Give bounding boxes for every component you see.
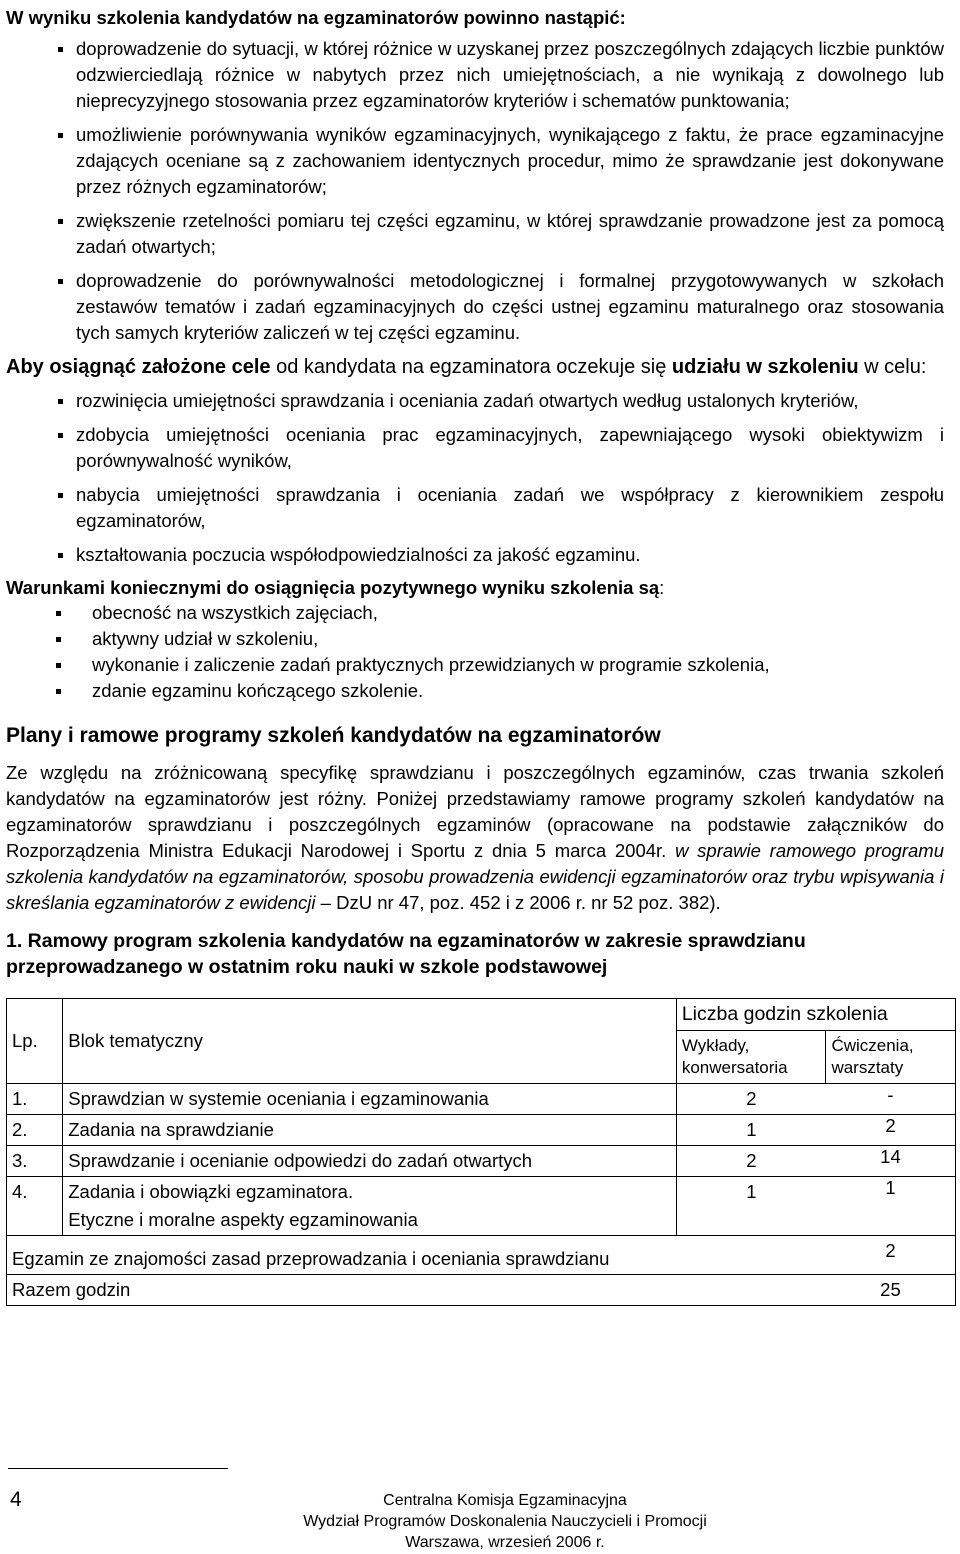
table-row bbox=[7, 1236, 956, 1275]
row-exercises: 1 bbox=[826, 1177, 956, 1236]
programs-paragraph: Ze względu na zróżnicowaną specyfikę sprawdzianu i poszczególnych egzaminów, czas trwania szkoleń kandydatów na egzaminatorów jest różny. Poniżej przedstawiamy ramowe programy szkoleń kandydatów na egzaminatorów sprawdzianu i poszczególnych egzaminów (opracowane na podstawie załączników do Rozporządzenia Ministra Edukacji Narodowej i Sportu z dnia 5 marca 2004r. w sprawie ramowego programu szkolenia kandydatów na egzaminatorów, sposobu prowadzenia ewidencji egzaminatorów oraz trybu wpisywania i skreślania egzaminatorów z ewidencji – DzU nr 47, poz. 452 i z 2006 r. nr 52 poz. 382). bbox=[6, 762, 944, 913]
row-topic: Sprawdzanie i ocenianie odpowiedzi do zadań otwartych bbox=[63, 1146, 677, 1177]
square-bullet-icon bbox=[58, 553, 63, 558]
header-block: Blok tematyczny bbox=[63, 999, 677, 1084]
table-header-row bbox=[7, 999, 956, 1031]
row-lectures: 1 bbox=[676, 1115, 826, 1146]
header-exercises: Ćwiczenia, warsztaty bbox=[826, 1031, 956, 1084]
table-row bbox=[7, 1177, 956, 1236]
row-lectures: 1 bbox=[676, 1177, 826, 1236]
footer-text: Centralna Komisja Egzaminacyjna Wydział Programów Doskonalenia Nauczycieli i Promocji Warszawa, wrzesień 2006 r. bbox=[303, 1492, 707, 1551]
square-bullet-icon bbox=[56, 663, 61, 668]
section-title: Plany i ramowe programy szkoleń kandydatów na egzaminatorów bbox=[6, 724, 661, 747]
list-item: nabycia umiejętności sprawdzania i oceniania zadań we współpracy z kierownikiem zespołu egzaminatorów, bbox=[6, 482, 944, 534]
row-lectures: 2 bbox=[676, 1084, 826, 1115]
header-lectures: Wykłady, konwersatoria bbox=[676, 1031, 826, 1084]
list-item: umożliwienie porównywania wyników egzaminacyjnych, wynikającego z faktu, że prace egzaminacyjne zdających oceniane są z zachowaniem identycznych procedur, mimo że sprawdzanie jest dokonywane przez różnych egzaminatorów; bbox=[6, 122, 944, 200]
table-row bbox=[7, 1275, 956, 1306]
list-item: obecność na wszystkich zajęciach, bbox=[6, 600, 944, 626]
row-exercises: 14 bbox=[826, 1146, 956, 1177]
table-row bbox=[7, 1146, 956, 1177]
list-item: doprowadzenie do sytuacji, w której różnice w uzyskanej przez poszczególnych zdających liczbie punktów odzwierciedlają różnice w nabytych przez nich umiejętnościach, a nie wynikają z dowolnego lub nieprecyzyjnego stosowania przez egzaminatorów kryteriów i schematów punktowania; bbox=[6, 36, 944, 114]
list-item: zdanie egzaminu kończącego szkolenie. bbox=[6, 678, 944, 704]
square-bullet-icon bbox=[58, 47, 63, 52]
list-item: kształtowania poczucia współodpowiedzialności za jakość egzaminu. bbox=[6, 542, 944, 568]
square-bullet-icon bbox=[58, 493, 63, 498]
square-bullet-icon bbox=[58, 219, 63, 224]
conditions-list bbox=[6, 600, 944, 704]
page-number: 4 bbox=[10, 1488, 22, 1511]
list-item: rozwinięcia umiejętności sprawdzania i oceniania zadań otwartych według ustalonych kryteriów, bbox=[6, 388, 944, 414]
square-bullet-icon bbox=[56, 637, 61, 642]
square-bullet-icon bbox=[56, 611, 61, 616]
square-bullet-icon bbox=[58, 433, 63, 438]
program-title: 1. Ramowy program szkolenia kandydatów na egzaminatorów w zakresie sprawdzianu przeprowadzanego w ostatnim roku nauki w szkole podstawowej bbox=[6, 930, 806, 978]
expectations-list bbox=[6, 388, 944, 568]
conditions-heading: Warunkami koniecznymi do osiągnięcia pozytywnego wyniku szkolenia są: bbox=[6, 577, 665, 598]
row-lp: 1. bbox=[7, 1084, 63, 1115]
list-item: aktywny udział w szkoleniu, bbox=[6, 626, 944, 652]
goals-heading: W wyniku szkolenia kandydatów na egzaminatorów powinno nastąpić: bbox=[6, 7, 626, 28]
row-topic: Zadania i obowiązki egzaminatora. Etyczne i moralne aspekty egzaminowania bbox=[63, 1177, 677, 1236]
list-item: zdobycia umiejętności oceniania prac egzaminacyjnych, zapewniającego wysoki obiektywizm i porównywalność wyników, bbox=[6, 422, 944, 474]
goals-list bbox=[6, 36, 944, 346]
row-exercises: 2 bbox=[826, 1115, 956, 1146]
row-topic: Zadania na sprawdzianie bbox=[63, 1115, 677, 1146]
row-lp: 2. bbox=[7, 1115, 63, 1146]
exam-value: 2 bbox=[826, 1236, 956, 1275]
square-bullet-icon bbox=[58, 279, 63, 284]
total-label: Razem godzin bbox=[7, 1275, 826, 1306]
footer-divider bbox=[8, 1468, 228, 1469]
document-page bbox=[6, 0, 944, 1306]
header-hours: Liczba godzin szkolenia bbox=[676, 999, 955, 1031]
row-exercises: - bbox=[826, 1084, 956, 1115]
header-lp: Lp. bbox=[7, 999, 63, 1084]
square-bullet-icon bbox=[58, 133, 63, 138]
row-lp: 3. bbox=[7, 1146, 63, 1177]
square-bullet-icon bbox=[58, 399, 63, 404]
exam-label: Egzamin ze znajomości zasad przeprowadzania i oceniania sprawdzianu bbox=[7, 1236, 826, 1275]
row-lectures: 2 bbox=[676, 1146, 826, 1177]
table-row bbox=[7, 1084, 956, 1115]
table-row bbox=[7, 1115, 956, 1146]
list-item: wykonanie i zaliczenie zadań praktycznych przewidzianych w programie szkolenia, bbox=[6, 652, 944, 678]
list-item: doprowadzenie do porównywalności metodologicznej i formalnej przygotowywanych w szkołach zestawów tematów i zadań egzaminacyjnych do części ustnej egzaminu maturalnego oraz stosowania tych samych kryteriów zaliczeń w tej części egzaminu. bbox=[6, 268, 944, 346]
list-item: zwiększenie rzetelności pomiaru tej części egzaminu, w której sprawdzanie prowadzone jest za pomocą zadań otwartych; bbox=[6, 208, 944, 260]
row-lp: 4. bbox=[7, 1177, 63, 1236]
total-value: 25 bbox=[826, 1275, 956, 1306]
training-program-table bbox=[6, 998, 956, 1306]
square-bullet-icon bbox=[56, 689, 61, 694]
expectations-intro: Aby osiągnąć założone cele od kandydata na egzaminatora oczekuje się udziału w szkoleniu w celu: bbox=[6, 356, 927, 378]
row-topic: Sprawdzian w systemie oceniania i egzaminowania bbox=[63, 1084, 677, 1115]
